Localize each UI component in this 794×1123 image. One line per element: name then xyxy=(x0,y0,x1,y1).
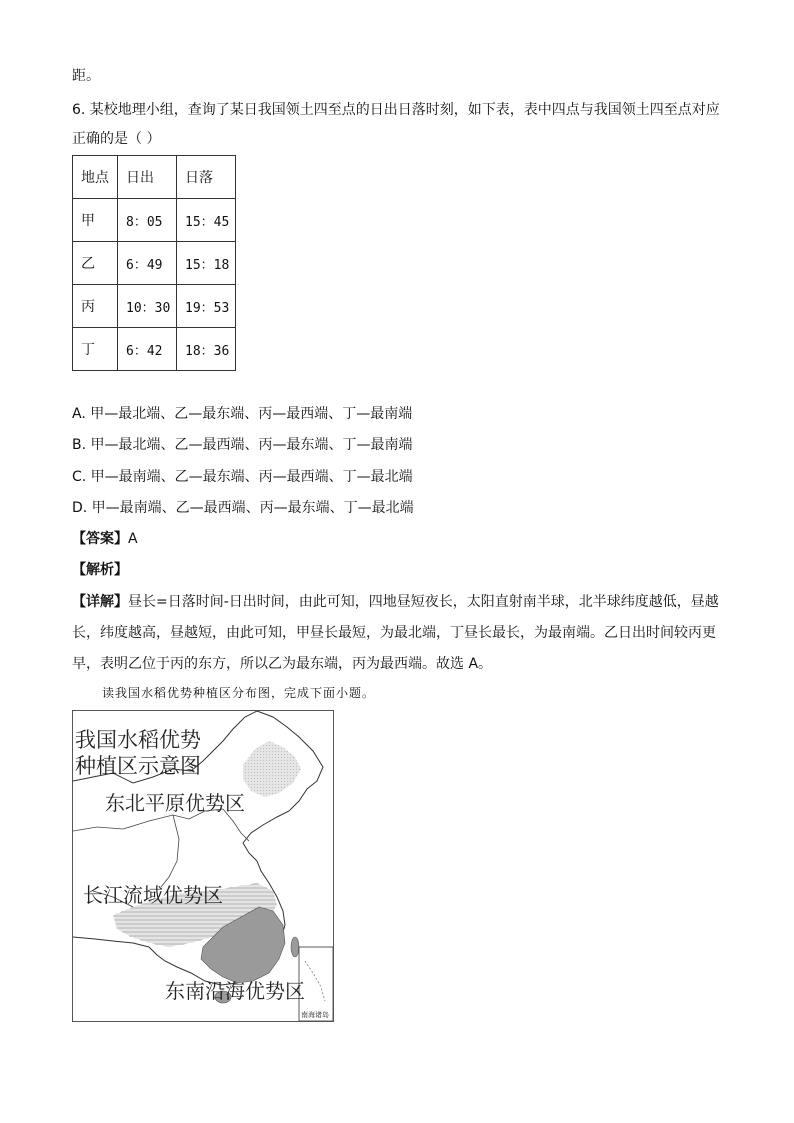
table-row xyxy=(73,242,236,285)
table-cell: 10：30 xyxy=(118,285,177,328)
table-cell: 6：49 xyxy=(118,242,177,285)
map-title-line-2: 种植区示意图 xyxy=(75,754,201,778)
southeast-region-label: 东南沿海优势区 xyxy=(165,979,305,1003)
table-row xyxy=(73,285,236,328)
table-cell: 甲 xyxy=(73,199,118,242)
detail-line-1 xyxy=(72,592,719,612)
inset-label: 南海诸岛 xyxy=(301,1011,329,1019)
table-header: 日出 xyxy=(118,156,177,199)
analysis-tag: 【解析】 xyxy=(72,562,128,578)
top-text: 距。 xyxy=(72,68,100,84)
table-cell: 6：42 xyxy=(118,328,177,371)
option-c: C. 甲—最南端、乙—最东端、丙—最西端、丁—最北端 xyxy=(72,469,413,485)
option-b: B. 甲—最北端、乙—最西端、丙—最东端、丁—最南端 xyxy=(72,437,413,453)
table-cell: 8：05 xyxy=(118,199,177,242)
northeast-region-label: 东北平原优势区 xyxy=(105,791,245,815)
taiwan-shape xyxy=(291,937,299,957)
table-cell: 丁 xyxy=(73,328,118,371)
table-cell: 15：45 xyxy=(177,199,236,242)
table-header: 日落 xyxy=(177,156,236,199)
table-cell: 丙 xyxy=(73,285,118,328)
answer-tag: 【答案】 xyxy=(72,531,128,547)
detail-line-2: 长，纬度越高，昼越短，由此可知，甲昼长最短，为最北端，丁昼长最长，为最南端。乙日出时间较丙更 xyxy=(72,625,716,641)
question-line-1: 6. 某校地理小组，查询了某日我国领土四至点的日出日落时刻，如下表，表中四点与我国领土四至点对应 xyxy=(72,102,720,118)
table-cell: 18：36 xyxy=(177,328,236,371)
sunrise-sunset-table xyxy=(72,155,236,371)
detail-line-3: 早，表明乙位于丙的东方，所以乙为最东端，丙为最西端。故选 A。 xyxy=(72,656,493,672)
map-intro: 读我国水稻优势种植区分布图，完成下面小题。 xyxy=(102,686,376,700)
detail-tag: 【详解】 xyxy=(72,594,128,610)
detail-text-1: 昼长=日落时间-日出时间，由此可知，四地昼短夜长，太阳直射南半球，北半球纬度越低，昼越 xyxy=(128,594,719,610)
option-d: D. 甲—最南端、乙—最西端、丙—最东端、丁—最北端 xyxy=(72,500,414,516)
table-row xyxy=(73,328,236,371)
answer-value: A xyxy=(128,531,138,547)
table-header: 地点 xyxy=(73,156,118,199)
table-cell: 15：18 xyxy=(177,242,236,285)
table-cell: 19：53 xyxy=(177,285,236,328)
yangtze-region-label: 长江流域优势区 xyxy=(83,883,223,907)
answer-line xyxy=(72,529,138,549)
option-a: A. 甲—最北端、乙—最东端、丙—最西端、丁—最南端 xyxy=(72,406,413,422)
table-row xyxy=(73,199,236,242)
map-title-line-1: 我国水稻优势 xyxy=(75,728,201,752)
question-line-2: 正确的是（ ） xyxy=(72,131,161,147)
table-header-row xyxy=(73,156,236,199)
table-cell: 乙 xyxy=(73,242,118,285)
rice-region-map xyxy=(72,710,334,1022)
